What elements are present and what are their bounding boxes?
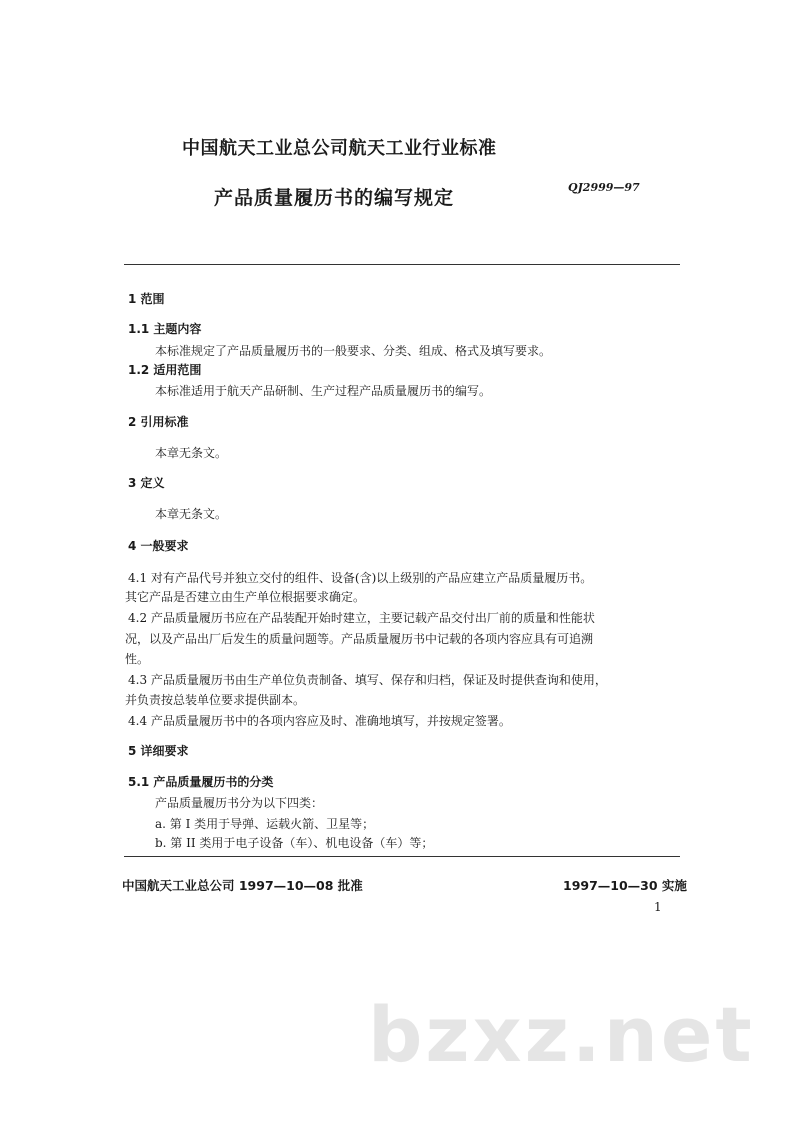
organization-standard-header: 中国航天工业总公司航天工业行业标准 [182, 138, 497, 159]
section-3-heading: 3 定义 [128, 476, 165, 490]
document-title: 产品质量履历书的编写规定 [214, 187, 455, 209]
section-5-1-item-b: b. 第 II 类用于电子设备（车）、机电设备（车）等； [155, 836, 434, 850]
section-5-1-text: 产品质量履历书分为以下四类： [155, 796, 324, 810]
standard-number: QJ2999—97 [568, 181, 640, 194]
section-1-2-text: 本标准适用于航天产品研制、生产过程产品质量履历书的编写。 [155, 384, 492, 398]
section-4-3-line: 4.3 产品质量履历书由生产单位负责制备、填写、保存和归档，保证及时提供查询和使用， [128, 673, 607, 687]
footer-divider [124, 856, 680, 857]
section-5-1-item-a: a. 第 I 类用于导弹、运载火箭、卫星等； [155, 817, 375, 831]
section-1-heading: 1 范围 [128, 292, 165, 306]
section-1-2-heading: 1.2 适用范围 [128, 363, 202, 377]
implementation-date: 1997—10—30 实施 [563, 878, 687, 893]
section-4-2-line: 况，以及产品出厂后发生的质量问题等。产品质量履历书中记载的各项内容应具有可追溯 [125, 632, 594, 646]
section-4-2-line: 4.2 产品质量履历书应在产品装配开始时建立，主要记载产品交付出厂前的质量和性能状 [128, 611, 595, 625]
section-3-text: 本章无条文。 [155, 507, 228, 521]
watermark: bzxz.net [368, 990, 755, 1079]
section-5-1-heading: 5.1 产品质量履历书的分类 [128, 775, 274, 789]
section-4-3-line: 并负责按总装单位要求提供副本。 [125, 693, 306, 707]
page-number: 1 [654, 900, 662, 914]
header-divider [124, 264, 680, 265]
section-4-1-line: 其它产品是否建立由生产单位根据要求确定。 [125, 590, 366, 604]
section-4-heading: 4 一般要求 [128, 539, 189, 553]
section-1-1-heading: 1.1 主题内容 [128, 322, 202, 336]
section-1-1-text: 本标准规定了产品质量履历书的一般要求、分类、组成、格式及填写要求。 [155, 344, 552, 358]
section-2-heading: 2 引用标准 [128, 415, 189, 429]
section-4-1-line: 4.1 对有产品代号并独立交付的组件、设备(含)以上级别的产品应建立产品质量履历书。 [128, 571, 593, 585]
section-2-text: 本章无条文。 [155, 446, 228, 460]
section-4-4-line: 4.4 产品质量履历书中的各项内容应及时、准确地填写，并按规定签署。 [128, 714, 511, 728]
section-5-heading: 5 详细要求 [128, 744, 189, 758]
section-4-2-line: 性。 [125, 652, 150, 666]
approval-info: 中国航天工业总公司 1997—10—08 批准 [122, 878, 363, 893]
